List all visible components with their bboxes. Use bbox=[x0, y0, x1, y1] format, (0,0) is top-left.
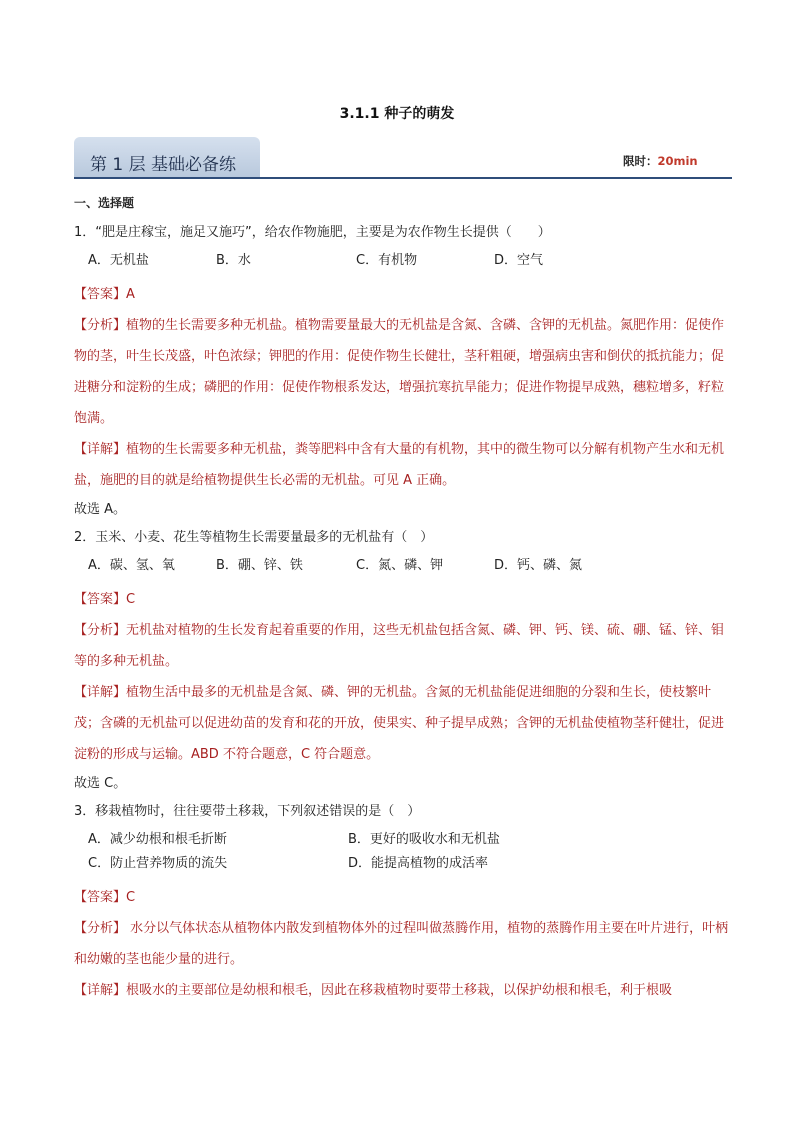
option-b: B．更好的吸收水和无机盐 bbox=[348, 832, 500, 847]
question-block-2 bbox=[74, 526, 734, 796]
answer-tag: 【答案】 bbox=[74, 592, 127, 607]
analysis-paragraph bbox=[74, 913, 734, 975]
analysis-text: 植物的生长需要多种无机盐。植物需要量最大的无机盐是含氮、含磷、含钾的无机盐。氮肥作用：促使作物的茎，叶生长茂盛，叶色浓绿；钾肥的作用：促使作物生长健壮，茎秆粗硬，增强病虫害和倒伏的抵抗能力；促进糖分和淀粉的生成；磷肥的作用：促使作物根系发达，增强抗寒抗旱能力；促进作物提早成熟，穗粒增多，籽粒饱满。 bbox=[74, 318, 725, 426]
detail-tag: 【详解】 bbox=[74, 685, 127, 700]
analysis-paragraph bbox=[74, 310, 734, 434]
option-d: D．钙、磷、氮 bbox=[494, 558, 583, 573]
detail-tag: 【详解】 bbox=[74, 442, 127, 457]
option-b: B．硼、锌、铁 bbox=[216, 558, 303, 573]
detail-tag: 【详解】 bbox=[74, 983, 127, 998]
question-stem: 2．玉米、小麦、花生等植物生长需要量最多的无机盐有（ ） bbox=[74, 530, 434, 545]
option-c: C．防止营养物质的流失 bbox=[88, 856, 228, 871]
detail-text: 植物生活中最多的无机盐是含氮、磷、钾的无机盐。含氮的无机盐能促进细胞的分裂和生长，使枝繁叶茂；含磷的无机盐可以促进幼苗的发育和花的开放，使果实、种子提早成熟；含钾的无机盐使植物茎秆健壮，促进淀粉的形成与运输。ABD 不符合题意，C 符合题意。 bbox=[74, 685, 725, 762]
answer-line bbox=[74, 279, 734, 310]
option-c: C．氮、磷、钾 bbox=[356, 558, 444, 573]
option-list bbox=[74, 249, 734, 273]
conclusion: 故选 C。 bbox=[74, 776, 127, 791]
option-b: B．水 bbox=[216, 253, 251, 268]
time-limit bbox=[623, 153, 698, 169]
time-limit-value: 20min bbox=[657, 154, 698, 168]
analysis-tag: 【分析】 bbox=[74, 921, 127, 936]
question-block-1 bbox=[74, 221, 734, 522]
question-stem: 3．移栽植物时，往往要带土移栽，下列叙述错误的是（ ） bbox=[74, 804, 421, 819]
question-block-3 bbox=[74, 800, 734, 1006]
detail-paragraph bbox=[74, 434, 734, 496]
banner-label: 第 1 层 基础必备练 bbox=[90, 155, 237, 175]
banner-rule bbox=[74, 177, 732, 179]
analysis-tag: 【分析】 bbox=[74, 623, 127, 638]
detail-text: 植物的生长需要多种无机盐，粪等肥料中含有大量的有机物，其中的微生物可以分解有机物产生水和无机盐，施肥的目的就是给植物提供生长必需的无机盐。可见 A 正确。 bbox=[74, 442, 725, 488]
answer-value: C bbox=[126, 890, 136, 905]
answer-tag: 【答案】 bbox=[74, 890, 127, 905]
option-a: A．无机盐 bbox=[88, 253, 149, 268]
option-a: A．碳、氢、氧 bbox=[88, 558, 175, 573]
section-heading: 一、选择题 bbox=[74, 196, 135, 210]
analysis-tag: 【分析】 bbox=[74, 318, 127, 333]
answer-line bbox=[74, 584, 734, 615]
detail-paragraph bbox=[74, 677, 734, 770]
detail-text: 根吸水的主要部位是幼根和根毛，因此在移栽植物时要带土移栽，以保护幼根和根毛，利于根吸 bbox=[126, 983, 673, 998]
time-limit-label: 限时： bbox=[623, 154, 658, 168]
option-d: D．空气 bbox=[494, 253, 544, 268]
analysis-text: 无机盐对植物的生长发育起着重要的作用，这些无机盐包括含氮、磷、钾、钙、镁、硫、硼、锰、锌、钼等的多种无机盐。 bbox=[74, 623, 725, 669]
answer-value: A bbox=[126, 287, 135, 302]
answer-tag: 【答案】 bbox=[74, 287, 127, 302]
option-a: A．减少幼根和根毛折断 bbox=[88, 832, 227, 847]
analysis-paragraph bbox=[74, 615, 734, 677]
content bbox=[74, 193, 734, 1008]
document-title: 3.1.1 种子的萌发 bbox=[339, 106, 455, 122]
answer-line bbox=[74, 882, 734, 913]
analysis-text: 水分以气体状态从植物体内散发到植物体外的过程叫做蒸腾作用，植物的蒸腾作用主要在叶片进行，叶柄和幼嫩的茎也能少量的进行。 bbox=[74, 921, 729, 967]
option-list bbox=[74, 554, 734, 578]
question-stem: 1．“肥是庄稼宝，施足又施巧”，给农作物施肥，主要是为农作物生长提供（ ） bbox=[74, 225, 551, 240]
option-c: C．有机物 bbox=[356, 253, 418, 268]
option-d: D．能提高植物的成活率 bbox=[348, 856, 489, 871]
option-list bbox=[74, 828, 734, 876]
answer-value: C bbox=[126, 592, 136, 607]
detail-paragraph bbox=[74, 975, 734, 1006]
conclusion: 故选 A。 bbox=[74, 502, 127, 517]
